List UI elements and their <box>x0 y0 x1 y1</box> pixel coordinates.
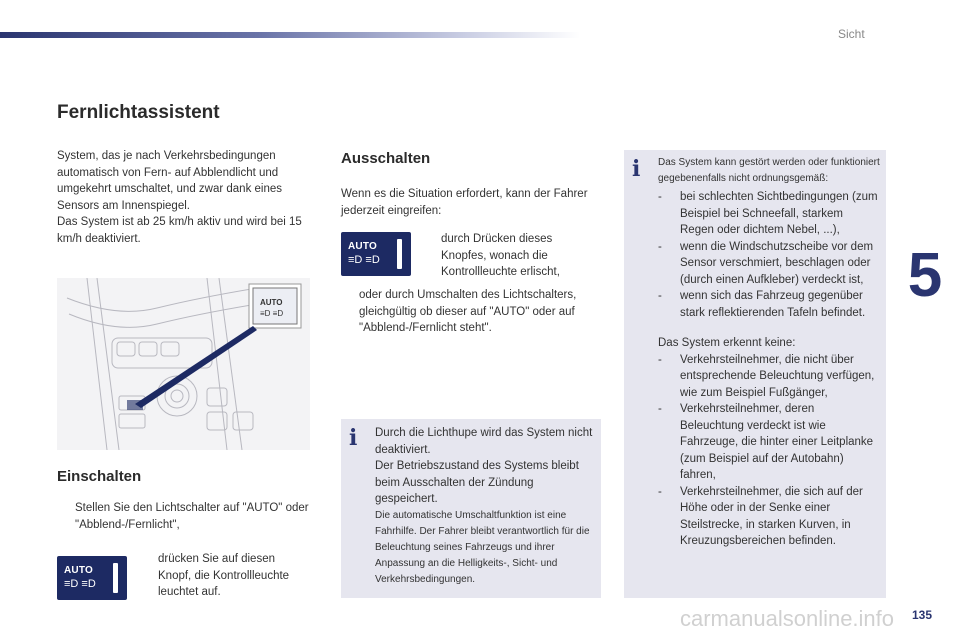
page-number: 135 <box>912 608 933 622</box>
watermark: carmanualsonline.info <box>680 606 895 631</box>
info-right-list-2 <box>658 352 880 550</box>
info-right-lead-2: Das System erkennt keine: <box>658 337 796 349</box>
header-bar <box>0 32 580 38</box>
bullet-mark <box>140 551 158 601</box>
section-label: Sicht <box>838 27 865 41</box>
intro-paragraph-2: Das System ist ab 25 km/h aktiv und wird bei 15 km/h deaktiviert. <box>57 216 302 245</box>
list-item: - Verkehrsteilnehmer, die nicht über entsprechende Beleuchtung verfügen, wie zum Beispiel Fußgänger, <box>658 353 875 399</box>
page-title: Fernlichtassistent <box>57 102 220 123</box>
auto-button-illustration-off: AUTO ≡D ≡D <box>341 232 411 276</box>
list-item: - Verkehrsteilnehmer, die sich auf der Höhe oder in der Senke einer Steilstrecke, in starken Kurven, in Kreuzungsbereichen befinden. <box>658 485 863 547</box>
list-item: - wenn sich das Fahrzeug gegenüber stark reflektierenden Tafeln befindet. <box>658 290 866 319</box>
dashboard-illustration <box>57 278 310 450</box>
ausschalten-intro: Wenn es die Situation erfordert, kann der Fahrer jederzeit eingreifen: <box>341 188 588 217</box>
intro-text <box>57 148 312 247</box>
bullet-mark <box>341 287 359 337</box>
einschalten-bullet-2: drücken Sie auf diesen Knopf, die Kontrollleuchte leuchtet auf. <box>140 551 310 601</box>
ausschalten-heading: Ausschalten <box>341 150 431 167</box>
ausschalten-bullet-1: durch Drücken dieses Knopfes, wonach die Kontrollleuchte erlischt, <box>423 231 593 281</box>
chapter-number: 5 <box>907 241 943 310</box>
auto-button-illustration-on: AUTO ≡D ≡D <box>57 556 127 600</box>
info-right-list-1 <box>658 189 880 321</box>
einschalten-bullet-1: Stellen Sie den Lichtschalter auf "AUTO" oder "Abblend-/Fernlicht", <box>57 500 312 533</box>
info-icon: i <box>632 156 641 182</box>
console-drawing <box>57 278 310 450</box>
ausschalten-bullet-2: oder durch Umschalten des Lichtschalters, gleichgültig ob dieser auf "AUTO" oder auf "Abblend-/Fernlicht steht". <box>341 287 603 337</box>
info-right-header: Das System kann gestört werden oder funktioniert gegebenenfalls nicht ordnungsgemäß: <box>658 157 880 184</box>
illustration-auto-label: AUTO <box>260 298 283 307</box>
list-item: - bei schlechten Sichtbedingungen (zum Beispiel bei Schneefall, starkem Regen oder dichtem Nebel, ...), <box>658 191 878 236</box>
info-center-line-2: Der Betriebszustand des Systems bleibt beim Ausschalten der Zündung gespeichert. <box>375 460 579 505</box>
bullet-mark <box>423 231 441 281</box>
illustration-auto-glyph: ≡D ≡D <box>260 309 284 318</box>
info-icon: i <box>349 425 358 451</box>
list-item: - wenn die Windschutzscheibe vor dem Sensor verschmiert, beschlagen oder (durch einen Aufkleber) verdeckt ist, <box>658 240 874 286</box>
intro-paragraph-1: System, das je nach Verkehrsbedingungen automatisch von Fern- auf Abblendlicht und umgekehrt umschaltet, und zwar dank eines Sensors am Innenspiegel. <box>57 150 283 212</box>
bullet-mark <box>57 500 75 533</box>
info-box-center <box>341 419 601 598</box>
info-center-small: Die automatische Umschaltfunktion ist eine Fahrhilfe. Der Fahrer bleibt verantwortlich für die Beleuchtung seines Fahrzeugs und ihrer Anpassung an die Helligkeits-, Sicht- und Verkehrsbedingungen. <box>375 509 590 585</box>
list-item: - Verkehrsteilnehmer, deren Beleuchtung verdeckt ist wie Fahrzeuge, die hinter einer Leitplanke (zum Beispiel auf der Autobahn) fahren, <box>658 403 874 481</box>
info-box-right <box>624 150 886 598</box>
einschalten-heading: Einschalten <box>57 468 142 485</box>
info-center-line-1: Durch die Lichthupe wird das System nicht deaktiviert. <box>375 427 593 456</box>
